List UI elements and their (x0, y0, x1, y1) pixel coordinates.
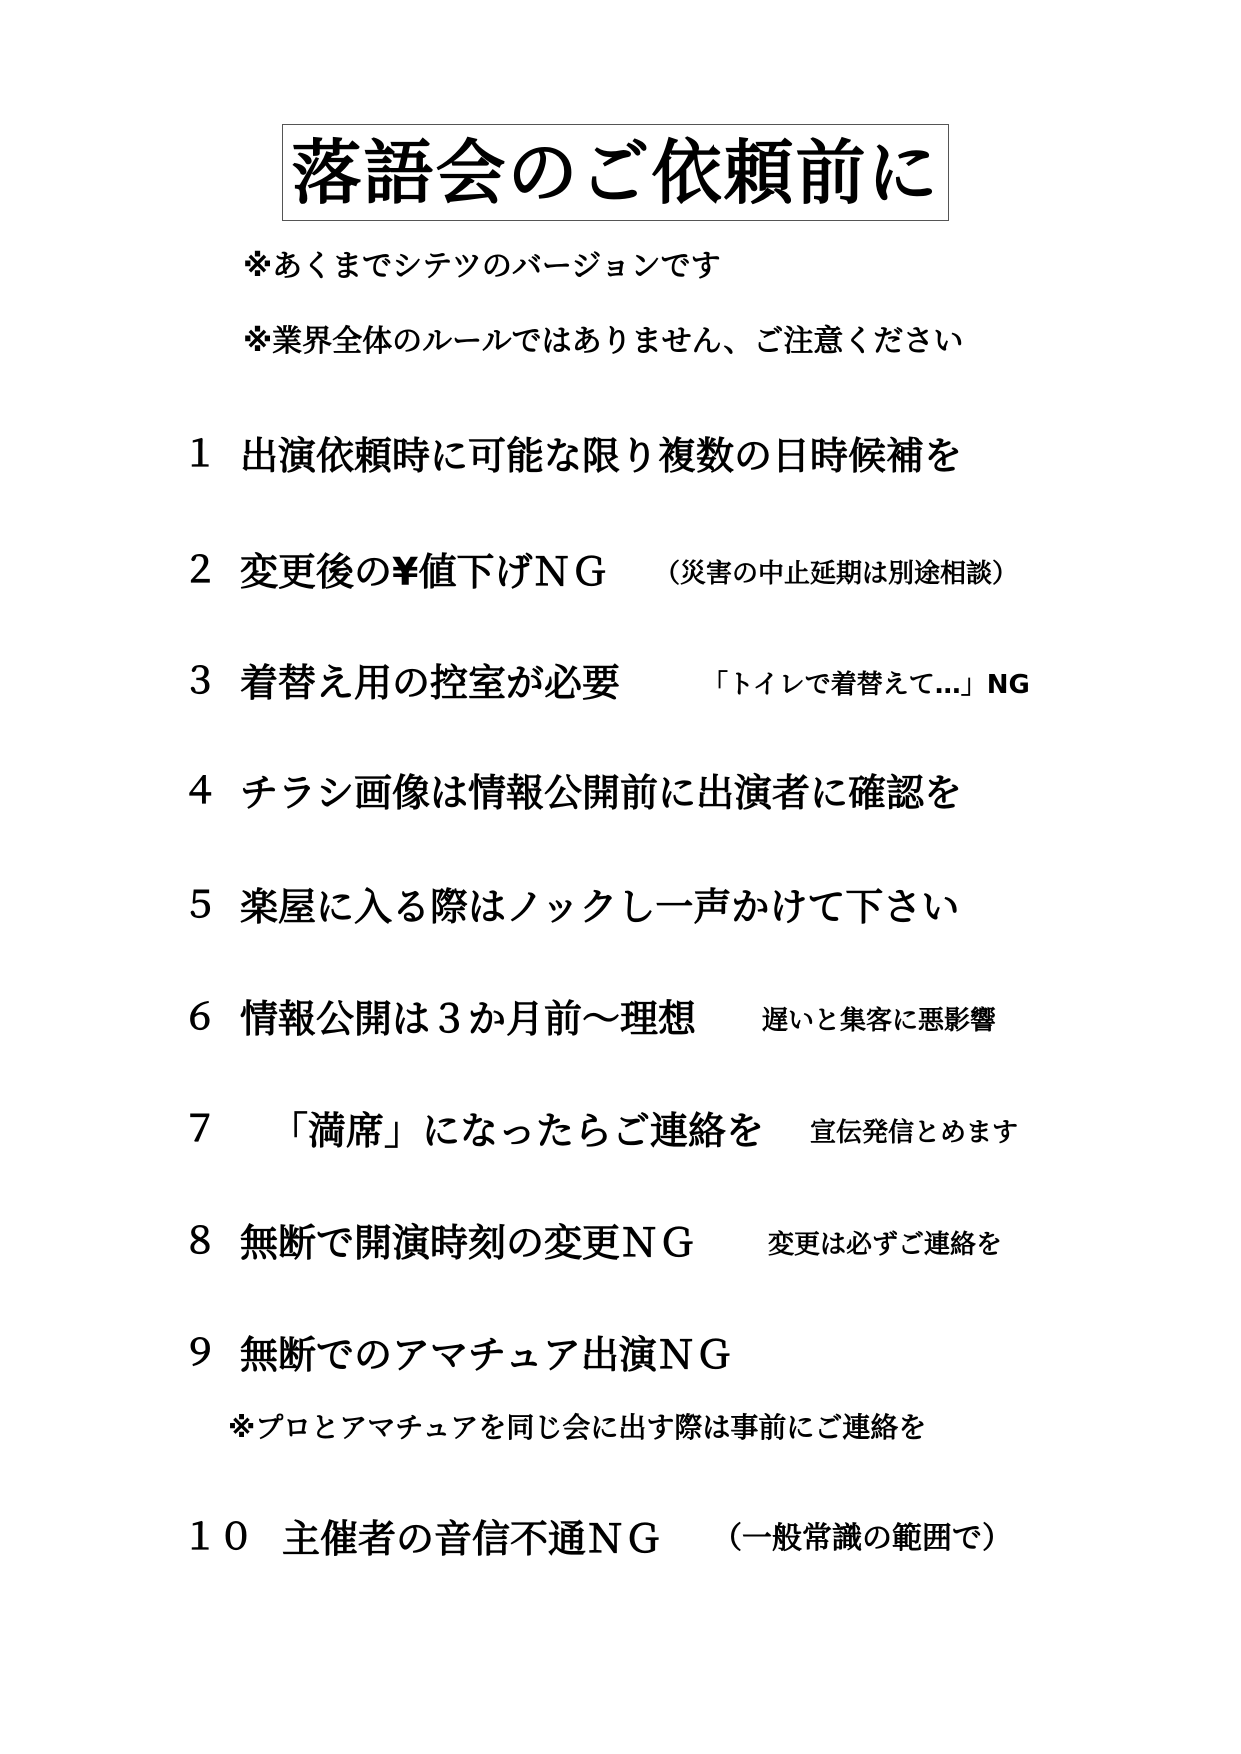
item-main-text: 出演依頼時に可能な限り複数の日時候補を (240, 434, 963, 478)
page-title: 落語会のご依頼前に (291, 131, 940, 214)
item-number: ２ (182, 550, 219, 591)
item-sub-text: 宣伝発信とめます (810, 1118, 1019, 1148)
item-number: ３ (182, 661, 219, 702)
item-number: ９ (182, 1333, 219, 1374)
item-main-text: 「満席」になったらご連絡を (270, 1109, 765, 1153)
item-number: ４ (182, 771, 219, 812)
item-sub-text: 変更は必ずご連絡を (768, 1230, 1003, 1260)
item-number: １０ (182, 1517, 255, 1558)
item-sub-text: 遅いと集客に悪影響 (762, 1006, 997, 1036)
item-main-text: 情報公開は３か月前～理想 (240, 997, 697, 1041)
item-main-text: 無断で開演時刻の変更ＮＧ (240, 1221, 697, 1265)
item-number: ７ (182, 1109, 219, 1150)
item-sub-text: ※プロとアマチュアを同じ会に出す際は事前にご連絡を (228, 1411, 927, 1444)
item-sub-text: （災害の中止延期は別途相談） (654, 559, 1019, 589)
item-main-text: 楽屋に入る際はノックし一声かけて下さい (240, 885, 960, 929)
note-version: ※あくまでシテツのバージョンです (243, 249, 721, 284)
item-main-text: 変更後の¥値下げＮＧ (240, 550, 609, 594)
item-number: ５ (182, 885, 219, 926)
item-number: １ (182, 434, 219, 475)
item-main-text: 無断でのアマチュア出演ＮＧ (240, 1333, 733, 1377)
item-main-text: 主催者の音信不通ＮＧ (282, 1517, 663, 1561)
item-sub-text: （一般常識の範囲で） (712, 1521, 1012, 1556)
title-box (282, 124, 949, 221)
item-main-text: 着替え用の控室が必要 (240, 661, 621, 705)
item-sub-text: 「トイレで着替えて…」NG (702, 670, 1030, 700)
item-main-text: チラシ画像は情報公開前に出演者に確認を (240, 771, 963, 815)
item-number: ６ (182, 997, 219, 1038)
item-number: ８ (182, 1221, 219, 1262)
note-disclaimer: ※業界全体のルールではありません、ご注意ください (243, 324, 964, 359)
